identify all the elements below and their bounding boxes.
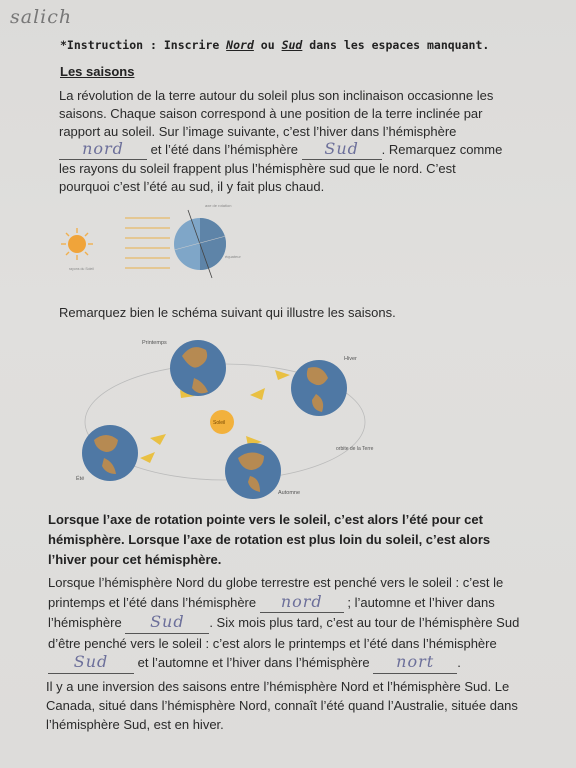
figure2-winter-label: Hiver [344, 356, 357, 362]
earth-autumn [225, 443, 281, 499]
earth-spring [170, 340, 226, 396]
instruction-word-sud: Sud [281, 38, 303, 52]
bold-paragraph: Lorsque l’axe de rotation pointe vers le soleil, c’est alors l’été pour cet hémisphère. Lorsque l’axe de rotation est plus loin du soleil, c’est alors l’hiver pour cet hémisphère. [48, 512, 491, 567]
blank-field-3[interactable] [260, 593, 344, 614]
blank-answer-5: Sud [73, 652, 109, 671]
paragraph1-part1: La révolution de la terre autour du soleil plus son inclinaison occasionne les saisons. Chaque saison correspond à une position de la terre inclinée par rapport au soleil. Sur l’image suivante, c’est l’hiver dans l’hémisphère [59, 88, 494, 139]
earth-winter [291, 360, 347, 416]
blank-field-1[interactable] [59, 141, 147, 160]
blank-answer-2: Sud [324, 139, 359, 158]
figure2-orbit-label: orbite de la Terre [336, 446, 374, 452]
sun-icon [61, 228, 93, 260]
blank-answer-1: nord [82, 139, 124, 158]
sun-center-icon [210, 410, 234, 434]
blank-field-5[interactable] [48, 653, 134, 674]
figure1-equator-label: équateur [225, 254, 241, 259]
sun-rays [125, 218, 170, 268]
blank-field-6[interactable] [373, 653, 457, 674]
paragraph2-part5: . [457, 655, 461, 670]
blank-answer-6: nort [396, 652, 435, 671]
earth-globe [174, 210, 226, 278]
earth-summer [82, 425, 138, 481]
paragraph1-part2: et l’été dans l’hémisphère [147, 142, 302, 157]
paragraph-hemispheres [48, 573, 523, 674]
instruction-prefix: *Instruction : Inscrire [60, 38, 227, 52]
instruction-word-nord: Nord [226, 38, 254, 52]
figure2-caption: Remarquez bien le schéma suivant qui illustre les saisons. [59, 305, 396, 320]
paragraph2-part1: Lorsque l’hémisphère Nord du globe terrestre est penché vers le soleil : c’est le printemps et l’été dans l’hémisphère [48, 575, 504, 610]
figure2-sun-label: Soleil [213, 420, 226, 426]
instruction-suffix: dans les espaces manquant. [302, 38, 490, 52]
paragraph-intro [59, 87, 509, 196]
figure1-sun-label: rayons du Soleil [69, 267, 94, 271]
blank-answer-4: Sud [150, 612, 185, 631]
paragraph2-part4: et l’automne et l’hiver dans l’hémisphère [134, 655, 374, 670]
instruction-line [60, 38, 489, 52]
blank-field-2[interactable] [302, 141, 382, 160]
figure1-axis-label: axe de rotation [205, 203, 232, 208]
instruction-mid: ou [253, 38, 282, 52]
blank-field-4[interactable] [125, 613, 209, 634]
paragraph-conclusion: Il y a une inversion des saisons entre l’hémisphère Nord et l’hémisphère Sud. Le Canada, situé dans l’hémisphère Nord, connaît l’été quand l’Australie, située dans l’hémisphère Sud, est en hiver. [46, 679, 518, 732]
figure-sun-earth [55, 200, 275, 280]
paragraph2-part2: ; l’automne et l’hiver dans l’hémisphère [48, 594, 495, 630]
paragraph1-part3: . Remarquez comme les rayons du soleil frappent plus l’hémisphère sud que le nord. C’est pourquoi c’est l’été au sud, il y fait plus chaud. [59, 142, 503, 194]
section-title: Les saisons [60, 64, 135, 79]
blank-answer-3: nord [280, 591, 323, 611]
figure-seasons-orbit [70, 330, 380, 505]
figure2-spring-label: Printemps [142, 340, 167, 346]
figure2-summer-label: Été [76, 476, 85, 482]
paragraph2-part3: . Six mois plus tard, c’est au tour de l’hémisphère Sud d’être penché vers le soleil : c’est alors le printemps et l’été dans l’hémisphère [48, 615, 520, 651]
figure2-autumn-label: Automne [278, 490, 301, 496]
student-name: salich [10, 6, 73, 28]
